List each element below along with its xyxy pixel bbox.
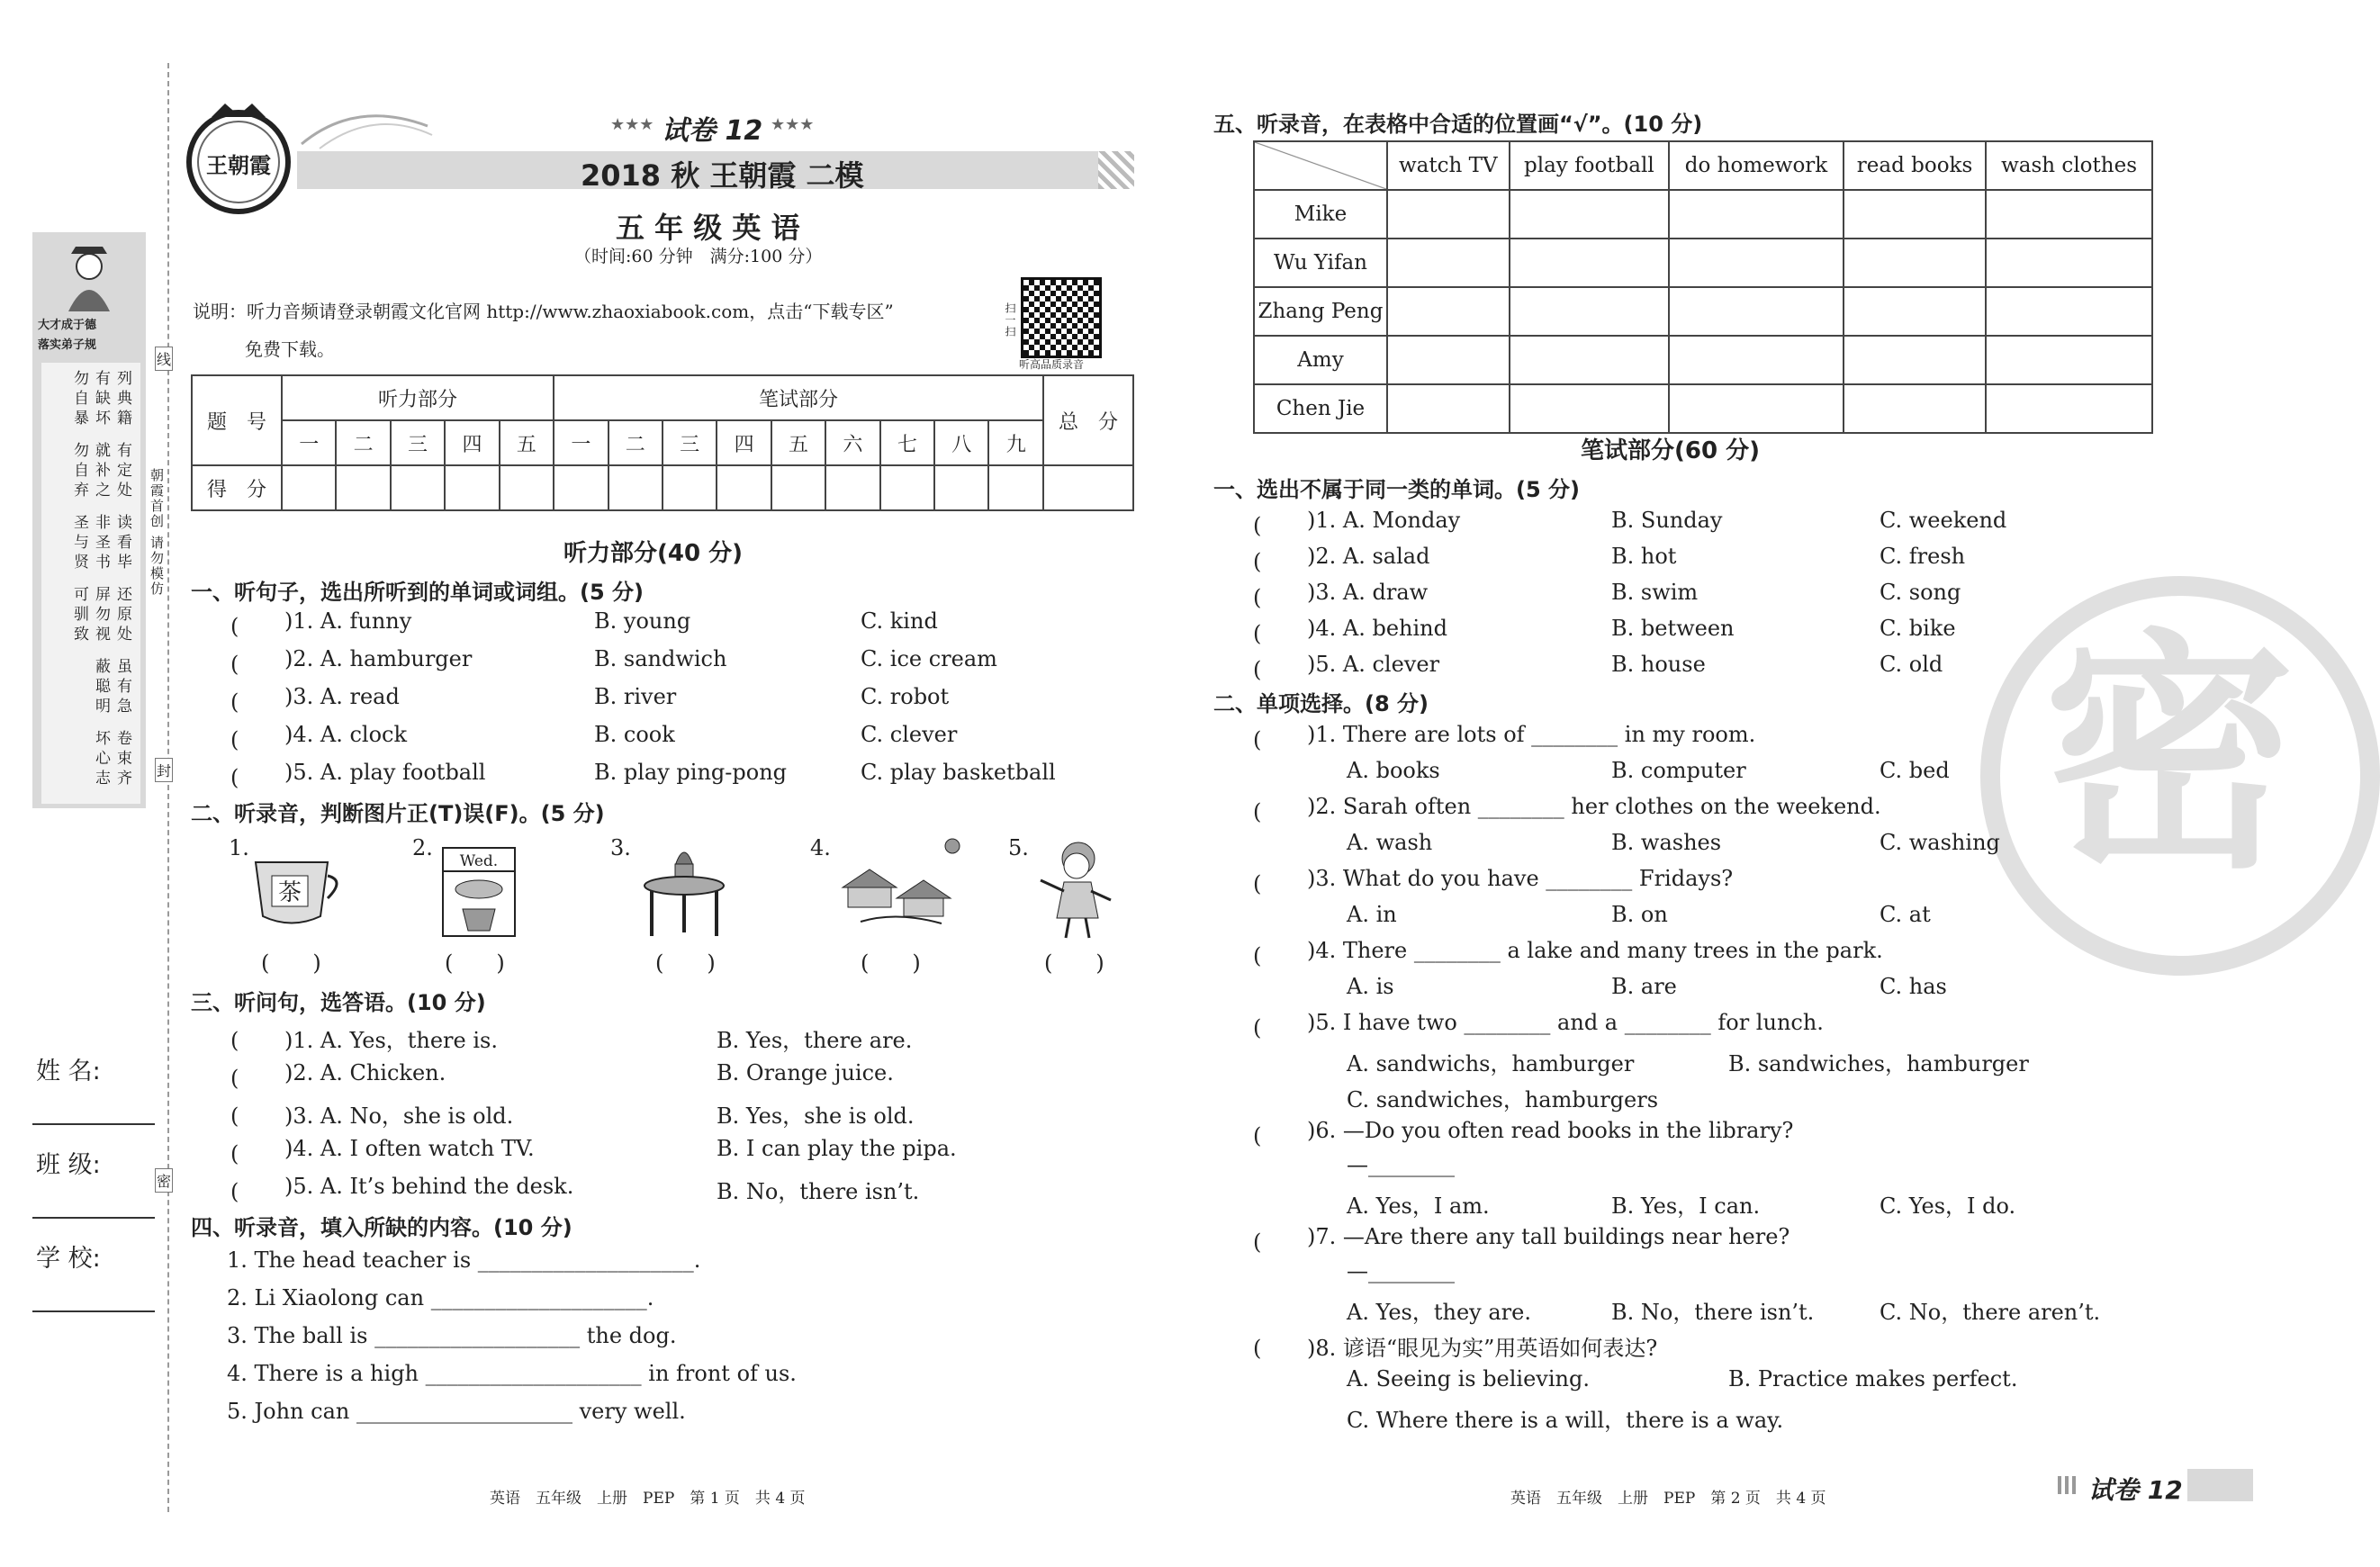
name-field[interactable]	[32, 1123, 155, 1125]
option-a: A. in	[1347, 902, 1397, 927]
section-title: 四、听录音，填入所缺的内容。(10 分)	[191, 1215, 572, 1240]
class-field[interactable]	[32, 1217, 155, 1219]
class-label: 班 级:	[36, 1151, 101, 1179]
option-b: B. hot	[1611, 544, 1677, 569]
check-cell[interactable]	[1669, 336, 1844, 384]
answer-blank[interactable]: (	[230, 1066, 283, 1091]
answer-blank[interactable]: ( )	[261, 950, 321, 976]
option-c: C. old	[1880, 652, 1943, 677]
time-score: （时间:60 分钟 满分:100 分）	[574, 247, 823, 266]
option-a: A. is	[1347, 974, 1394, 999]
option-b: B. computer	[1611, 758, 1746, 783]
option-a: A. sandwichs，hamburger	[1347, 1051, 1635, 1076]
instruction-line1: 说明：听力音频请登录朝霞文化官网 http://www.zhaoxiabook.com，点击“下载专区”	[193, 301, 894, 322]
option-b: B. Yes，I can.	[1611, 1193, 1761, 1219]
score-cell[interactable]	[609, 465, 663, 510]
answer-blank[interactable]: (	[1253, 1123, 1305, 1148]
section-title: 五、听录音，在表格中合适的位置画“√”。(10 分)	[1213, 112, 1703, 137]
col-header: play football	[1510, 141, 1669, 190]
col-header: 一	[282, 420, 336, 465]
listening-title: 听力部分(40 分)	[563, 540, 743, 567]
col-header: 三	[391, 420, 445, 465]
motto: 勿自暴	[70, 370, 88, 429]
motto: 读看毕	[113, 514, 131, 573]
motto: 蔽聪明	[92, 658, 110, 717]
calendar-picture	[439, 844, 520, 940]
motto: 圣与贤	[70, 514, 88, 573]
option-a: )1. A. Monday	[1307, 508, 1461, 533]
option-a: )5. A. play football	[284, 760, 486, 785]
score-cell[interactable]	[934, 465, 988, 510]
score-cell[interactable]	[336, 465, 390, 510]
answer-blank[interactable]: (	[230, 1028, 283, 1053]
answer-blank[interactable]: ( )	[861, 950, 921, 976]
answer-blank[interactable]: (	[1253, 513, 1305, 538]
option-b: B. washes	[1611, 830, 1722, 855]
score-cell[interactable]	[445, 465, 499, 510]
answer-blank[interactable]: (	[1253, 657, 1305, 682]
option-b: B. I can play the pipa.	[717, 1136, 957, 1161]
check-cell[interactable]	[1844, 190, 1986, 239]
paper-label: 试卷 12	[662, 115, 763, 147]
answer-blank[interactable]: (	[1253, 621, 1305, 646]
strip-caption-2: 落实弟子规	[38, 338, 97, 352]
option-a: )4. A. behind	[1307, 616, 1447, 641]
binding-strip	[32, 232, 146, 808]
check-cell[interactable]	[1986, 336, 2152, 384]
option-b: B. Practice makes perfect.	[1728, 1366, 2018, 1391]
cut-mark: 封	[155, 758, 173, 782]
option-a: )2. A. salad	[1307, 544, 1430, 569]
option-b: B. sandwich	[594, 646, 727, 671]
col-header: 一	[554, 420, 608, 465]
check-cell[interactable]	[1510, 336, 1669, 384]
option-b: B. young	[594, 608, 691, 634]
score-cell[interactable]	[988, 465, 1043, 510]
option-a: )2. A. Chicken.	[284, 1060, 446, 1085]
question: )6. —Do you often read books in the library?	[1307, 1118, 1794, 1143]
motto: 就补之	[92, 442, 110, 501]
col-header: 三	[663, 420, 717, 465]
brand-text: 王朝霞	[206, 153, 271, 178]
option-a: )5. A. clever	[1307, 652, 1440, 677]
check-cell[interactable]	[1844, 239, 1986, 287]
option-c: C. sandwiches，hamburgers	[1347, 1087, 1659, 1112]
option-a: A. wash	[1347, 830, 1433, 855]
option-b: B. between	[1611, 616, 1735, 641]
table-picture	[639, 839, 729, 940]
answer-blank[interactable]: (	[1253, 943, 1305, 968]
answer-blank[interactable]: (	[1253, 799, 1305, 824]
subject-title: 五 年 级 英 语	[616, 211, 800, 245]
option-a: )3. A. read	[284, 684, 400, 709]
option-c: C. has	[1880, 974, 1947, 999]
listening-s1	[191, 608, 1127, 797]
scholar-figure	[58, 241, 121, 313]
check-cell[interactable]	[1510, 239, 1669, 287]
listening-header: 听力部分	[282, 375, 554, 420]
writing-s2	[1213, 722, 2204, 1442]
qr-side-text: 扫一扫	[1004, 302, 1016, 338]
score-cell-total[interactable]	[1043, 465, 1133, 510]
qr-caption: 听高品质录音	[1019, 358, 1085, 371]
col-header: 二	[336, 420, 390, 465]
calendar-label: Wed.	[459, 852, 499, 870]
row-header: Chen Jie	[1254, 384, 1387, 433]
score-cell[interactable]	[717, 465, 771, 510]
option-c: C. ice cream	[861, 646, 997, 671]
instruction-line2: 免费下载。	[245, 338, 335, 360]
question: )2. Sarah often ________ her clothes on the weekend.	[1307, 794, 1881, 819]
fill-blank-item[interactable]: 3. The ball is ___________________ the dog.	[227, 1323, 677, 1348]
question: )7. —Are there any tall buildings near here?	[1307, 1224, 1790, 1249]
col-header: 八	[934, 420, 988, 465]
check-cell[interactable]	[1387, 190, 1510, 239]
col-header: 二	[609, 420, 663, 465]
answer-blank[interactable]: (	[1253, 585, 1305, 610]
option-c: C. bike	[1880, 616, 1956, 641]
picture-number: 2.	[412, 835, 433, 860]
col-header: read books	[1844, 141, 1986, 190]
option-a: A. Yes，I am.	[1347, 1193, 1490, 1219]
option-c: C. Where there is a will，there is a way.	[1347, 1408, 1784, 1433]
option-b: B. river	[594, 684, 677, 709]
corner-band	[2187, 1469, 2253, 1501]
option-b: B. No，there isn’t.	[1611, 1300, 1815, 1325]
col-header: watch TV	[1387, 141, 1510, 190]
section-title: 一、选出不属于同一类的单词。(5 分)	[1213, 477, 1580, 502]
check-cell[interactable]	[1669, 287, 1844, 336]
option-c: C. washing	[1880, 830, 2000, 855]
option-b: B. play ping-pong	[594, 760, 788, 785]
col-header: 七	[880, 420, 934, 465]
ribbon-decoration	[302, 99, 437, 153]
col-header: do homework	[1669, 141, 1844, 190]
answer-blank[interactable]: (	[230, 727, 283, 752]
answer-blank[interactable]: (	[1253, 549, 1305, 574]
listening-s4	[227, 1247, 1127, 1436]
score-cell[interactable]	[825, 465, 879, 510]
check-cell[interactable]	[1387, 384, 1510, 433]
check-cell[interactable]	[1986, 287, 2152, 336]
picture-number: 3.	[610, 835, 631, 860]
exam-title: 2018 秋 王朝霞 二模	[581, 158, 864, 193]
col-header: 四	[717, 420, 771, 465]
option-b: B. are	[1611, 974, 1677, 999]
fill-blank-item[interactable]: 4. There is a high ____________________ in front of us.	[227, 1361, 797, 1386]
option-a: )3. A. draw	[1307, 580, 1429, 605]
score-cell[interactable]	[771, 465, 825, 510]
option-a: )1. A. Yes，there is.	[284, 1028, 498, 1053]
option-b: B. on	[1611, 902, 1668, 927]
corner-pattern	[2058, 1476, 2076, 1494]
copyright-notice: 朝霞首创 请勿模仿	[149, 468, 165, 597]
section-title: 三、听问句，选答语。(10 分)	[191, 990, 486, 1015]
girl-singing-picture	[1028, 835, 1118, 941]
footer-left: 英语 五年级 上册 PEP 第 1 页 共 4 页	[490, 1490, 806, 1508]
cut-mark: 线	[155, 347, 173, 371]
cut-mark: 密	[155, 1168, 173, 1193]
stars-left: ★★★	[610, 115, 654, 134]
motto: 有缺坏	[92, 370, 110, 429]
check-cell[interactable]	[1387, 287, 1510, 336]
picture-number: 4.	[810, 835, 831, 860]
answer-blank[interactable]: (	[230, 1103, 283, 1129]
col-header: 九	[988, 420, 1043, 465]
col-header: 六	[825, 420, 879, 465]
village-picture	[834, 833, 969, 932]
section-title: 一、听句子，选出所听到的单词或词组。(5 分)	[191, 580, 644, 605]
answer-blank[interactable]: (	[1253, 1229, 1305, 1255]
score-cell[interactable]	[663, 465, 717, 510]
motto: 有定处	[113, 442, 131, 501]
option-c: C. clever	[861, 722, 958, 747]
col-header: 五	[771, 420, 825, 465]
total-header: 总 分	[1043, 375, 1133, 465]
option-b: B. cook	[594, 722, 675, 747]
score-cell[interactable]	[554, 465, 608, 510]
row-label-number: 题 号	[192, 375, 282, 465]
score-cell[interactable]	[880, 465, 934, 510]
picture-number: 1.	[229, 835, 249, 860]
question: )8. 谚语“眼见为实”用英语如何表达?	[1307, 1336, 1658, 1361]
section-title: 二、听录音，判断图片正(T)误(F)。(5 分)	[191, 801, 605, 826]
option-c: C. kind	[861, 608, 938, 634]
row-header: Amy	[1254, 336, 1387, 384]
answer-blank[interactable]: ( )	[1044, 950, 1104, 976]
motto: 非圣书	[92, 514, 110, 573]
motto: 坏心志	[92, 730, 110, 789]
option-c: C. at	[1880, 902, 1931, 927]
option-b: B. Yes，she is old.	[717, 1103, 915, 1129]
fill-blank-item[interactable]: 5. John can ____________________ very well.	[227, 1399, 686, 1424]
option-a: )4. A. clock	[284, 722, 408, 747]
option-b: B. sandwiches，hamburger	[1728, 1051, 2029, 1076]
picture-row	[191, 830, 1127, 974]
option-a: )1. A. funny	[284, 608, 412, 634]
check-cell[interactable]	[1844, 384, 1986, 433]
motto: 虽有急	[113, 658, 131, 717]
answer-blank[interactable]: (	[1253, 727, 1305, 752]
dialogue-blank: —________	[1347, 1258, 1455, 1283]
option-a: )2. A. hamburger	[284, 646, 473, 671]
option-c: C. song	[1880, 580, 1961, 605]
title-band-end	[1098, 151, 1134, 189]
answer-blank[interactable]: (	[1253, 871, 1305, 896]
picture-number: 5.	[1008, 835, 1029, 860]
option-b: B. Orange juice.	[717, 1060, 894, 1085]
col-header: 五	[500, 420, 554, 465]
strip-caption-1: 大才成于德	[38, 319, 97, 332]
row-label-score: 得 分	[192, 465, 282, 510]
option-c: C. play basketball	[861, 760, 1056, 785]
section-title: 二、单项选择。(8 分)	[1213, 691, 1429, 716]
row-header: Zhang Peng	[1254, 287, 1387, 336]
option-c: C. bed	[1880, 758, 1950, 783]
col-header: 四	[445, 420, 499, 465]
check-cell[interactable]	[1669, 190, 1844, 239]
brand-logo	[176, 99, 302, 216]
answer-blank[interactable]: (	[1253, 1336, 1305, 1361]
name-label: 姓 名:	[36, 1058, 101, 1085]
motto-panel	[41, 363, 140, 804]
option-a: )4. A. I often watch TV.	[284, 1136, 535, 1161]
check-cell[interactable]	[1844, 336, 1986, 384]
score-cell[interactable]	[391, 465, 445, 510]
answer-blank[interactable]: (	[230, 614, 283, 639]
check-cell[interactable]	[1986, 384, 2152, 433]
cut-line	[167, 63, 169, 1512]
option-b: B. Yes，there are.	[717, 1028, 913, 1053]
motto: 勿自弃	[70, 442, 88, 501]
watermark-glyph: 密	[2043, 609, 2295, 903]
school-label: 学 校:	[36, 1245, 101, 1273]
option-a: A. Seeing is believing.	[1347, 1366, 1590, 1391]
tea-label: 茶	[277, 879, 302, 906]
option-c: C. weekend	[1880, 508, 2007, 533]
tea-cup-picture	[247, 844, 346, 934]
option-b: B. Sunday	[1611, 508, 1723, 533]
answer-blank[interactable]: (	[230, 1179, 283, 1204]
answer-blank[interactable]: (	[230, 689, 283, 715]
question: )5. I have two ________ and a ________ for lunch.	[1307, 1010, 1824, 1035]
check-cell[interactable]	[1986, 190, 2152, 239]
option-a: A. books	[1347, 758, 1440, 783]
option-c: C. Yes，I do.	[1880, 1193, 2016, 1219]
answer-blank[interactable]: (	[230, 1141, 283, 1166]
answer-blank[interactable]: ( )	[655, 950, 716, 976]
motto: 屏勿视	[92, 586, 110, 645]
fill-blank-item[interactable]: 1. The head teacher is ____________________.	[227, 1247, 701, 1273]
qr-code[interactable]	[1021, 277, 1102, 358]
fill-blank-item[interactable]: 2. Li Xiaolong can ____________________.	[227, 1285, 654, 1310]
question: )3. What do you have ________ Fridays?	[1307, 866, 1734, 891]
answer-blank[interactable]: ( )	[445, 950, 505, 976]
row-header: Mike	[1254, 190, 1387, 239]
motto: 列典籍	[113, 370, 131, 429]
stars-right: ★★★	[771, 115, 815, 134]
motto: 还原处	[113, 586, 131, 645]
answer-blank[interactable]: (	[230, 765, 283, 790]
score-cell[interactable]	[282, 465, 336, 510]
check-cell[interactable]	[1669, 239, 1844, 287]
question: )1. There are lots of ________ in my room.	[1307, 722, 1756, 747]
school-field[interactable]	[32, 1310, 155, 1312]
answer-blank[interactable]: (	[1253, 1015, 1305, 1040]
answer-blank[interactable]: (	[230, 652, 283, 677]
writing-s1	[1213, 508, 2204, 688]
writing-header: 笔试部分	[554, 375, 1043, 420]
score-table	[191, 374, 1134, 511]
option-c: C. fresh	[1880, 544, 1966, 569]
row-header: Wu Yifan	[1254, 239, 1387, 287]
option-b: B. No，there isn’t.	[717, 1179, 920, 1204]
corner-cell	[1254, 141, 1387, 190]
check-cell[interactable]	[1510, 287, 1669, 336]
option-c: C. robot	[861, 684, 950, 709]
motto: 卷束齐	[113, 730, 131, 789]
check-cell[interactable]	[1669, 384, 1844, 433]
listening-s3	[191, 1022, 1127, 1211]
writing-title: 笔试部分(60 分)	[1581, 437, 1760, 464]
option-c: C. No，there aren’t.	[1880, 1300, 2101, 1325]
score-cell[interactable]	[500, 465, 554, 510]
option-a: )5. A. It’s behind the desk.	[284, 1174, 574, 1199]
footer-right: 英语 五年级 上册 PEP 第 2 页 共 4 页	[1510, 1490, 1826, 1508]
col-header: wash clothes	[1986, 141, 2152, 190]
check-cell[interactable]	[1986, 239, 2152, 287]
corner-paper-label: 试卷 12	[2088, 1475, 2183, 1505]
option-a: )3. A. No，she is old.	[284, 1103, 514, 1129]
question: )4. There ________ a lake and many trees in the park.	[1307, 938, 1883, 963]
check-cell[interactable]	[1844, 287, 1986, 336]
dialogue-blank: —________	[1347, 1152, 1455, 1177]
option-b: B. house	[1611, 652, 1706, 677]
check-cell[interactable]	[1510, 190, 1669, 239]
motto: 可驯致	[70, 586, 88, 645]
checkmark-table	[1253, 140, 2153, 434]
check-cell[interactable]	[1510, 384, 1669, 433]
check-cell[interactable]	[1387, 239, 1510, 287]
check-cell[interactable]	[1387, 336, 1510, 384]
option-b: B. swim	[1611, 580, 1699, 605]
option-a: A. Yes，they are.	[1347, 1300, 1531, 1325]
